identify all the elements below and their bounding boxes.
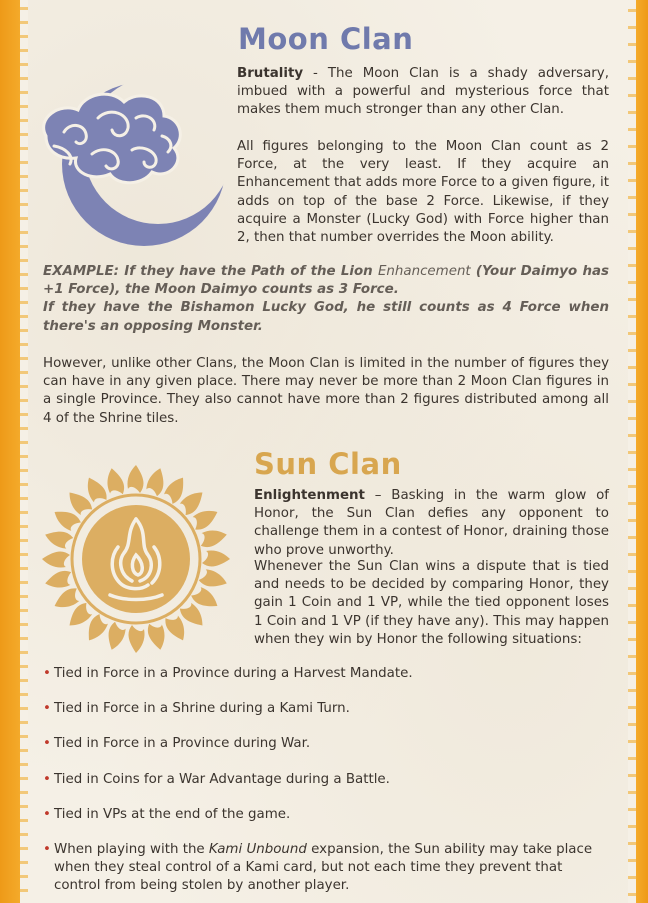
list-item-text: Tied in VPs at the end of the game. [54, 806, 291, 822]
list-item-text: Tied in Force in a Province during War. [54, 736, 311, 752]
moon-example-enhancement: Enhancement [377, 264, 471, 279]
list-item-text: Tied in Coins for a War Advantage during a Battle. [54, 771, 390, 787]
moon-ability-separator: - [303, 66, 328, 81]
moon-example-line2: If they have the Bishamon Lucky God, he still counts as 4 Force when there's an opposing Monster. [43, 300, 609, 334]
moon-ability-paragraph [237, 65, 609, 120]
kami-unbound-title: Kami Unbound [208, 842, 307, 858]
sun-clan-emblem-icon [40, 463, 232, 655]
bullet-icon: • [43, 666, 51, 681]
sun-ability-name: Enlightenment [254, 488, 365, 503]
moon-example [43, 263, 609, 336]
moon-ability-name: Brutality [237, 66, 304, 81]
moon-example-part-c: (Your Daimyo has +1 Force), the Moon Daimyo counts as 3 Force. [43, 264, 609, 298]
bullet-icon: • [43, 806, 51, 822]
list-item [43, 700, 611, 718]
sun-ability-text: Basking in the warm glow of Honor, the Sun Clan defies any opponent to challenge them in a contest of Honor, draining those who prove unworthy. [254, 488, 609, 558]
sun-situations-list [43, 665, 611, 896]
list-item-text: Tied in Force in a Province during a Harvest Mandate. [54, 666, 413, 681]
right-border [634, 0, 648, 903]
list-item [43, 665, 611, 683]
sun-honor-paragraph: Whenever the Sun Clan wins a dispute that is tied and needs to be decided by comparing Honor, they gain 1 Coin and 1 VP, while the tied opponent loses 1 Coin and 1 VP (if they have any). This may happen when they win by Honor the following situations: [254, 559, 609, 647]
list-item [43, 735, 611, 753]
list-item [43, 841, 611, 896]
bullet-icon: • [43, 736, 51, 752]
list-item-text-a: When playing with the [54, 842, 209, 858]
sun-clan-title: Sun Clan [254, 447, 402, 481]
moon-clan-emblem-icon [40, 58, 226, 248]
list-item-text: Tied in Force in a Shrine during a Kami Turn. [54, 701, 350, 717]
torn-edge-right [628, 0, 636, 903]
list-item [43, 806, 611, 824]
moon-ability-text: The Moon Clan is a shady adversary, imbued with a powerful and mysterious force that makes them much stronger than any other Clan. [237, 66, 609, 118]
bullet-icon: • [43, 771, 51, 787]
moon-limit-paragraph: However, unlike other Clans, the Moon Clan is limited in the number of figures they can have in any given place. There may never be more than 2 Moon Clan figures in a single Province. They also cannot have more than 2 figures distributed among all 4 of the Shrine tiles. [43, 356, 609, 426]
list-item-text-b: expansion, the Sun ability may take place when they steal control of a Kami card, but not each time they prevent that control from being stolen by another player. [54, 842, 593, 894]
sun-ability-separator: – [364, 488, 392, 503]
moon-clan-title: Moon Clan [238, 22, 414, 56]
moon-force-paragraph: All figures belonging to the Moon Clan count as 2 Force, at the very least. If they acquire an Enhancement that adds more Force to a given figure, it adds on top of the base 2 Force. Likewise, if they acquire a Monster (Lucky God) with Force higher than 2, then that number overrides the Moon ability. [237, 139, 609, 246]
bullet-icon: • [43, 701, 51, 717]
list-item [43, 771, 611, 789]
bullet-icon: • [43, 842, 51, 858]
torn-edge-left [20, 0, 28, 903]
sun-ability-paragraph [254, 487, 609, 560]
moon-example-part-a: EXAMPLE: If they have the Path of the Lion [43, 264, 378, 279]
